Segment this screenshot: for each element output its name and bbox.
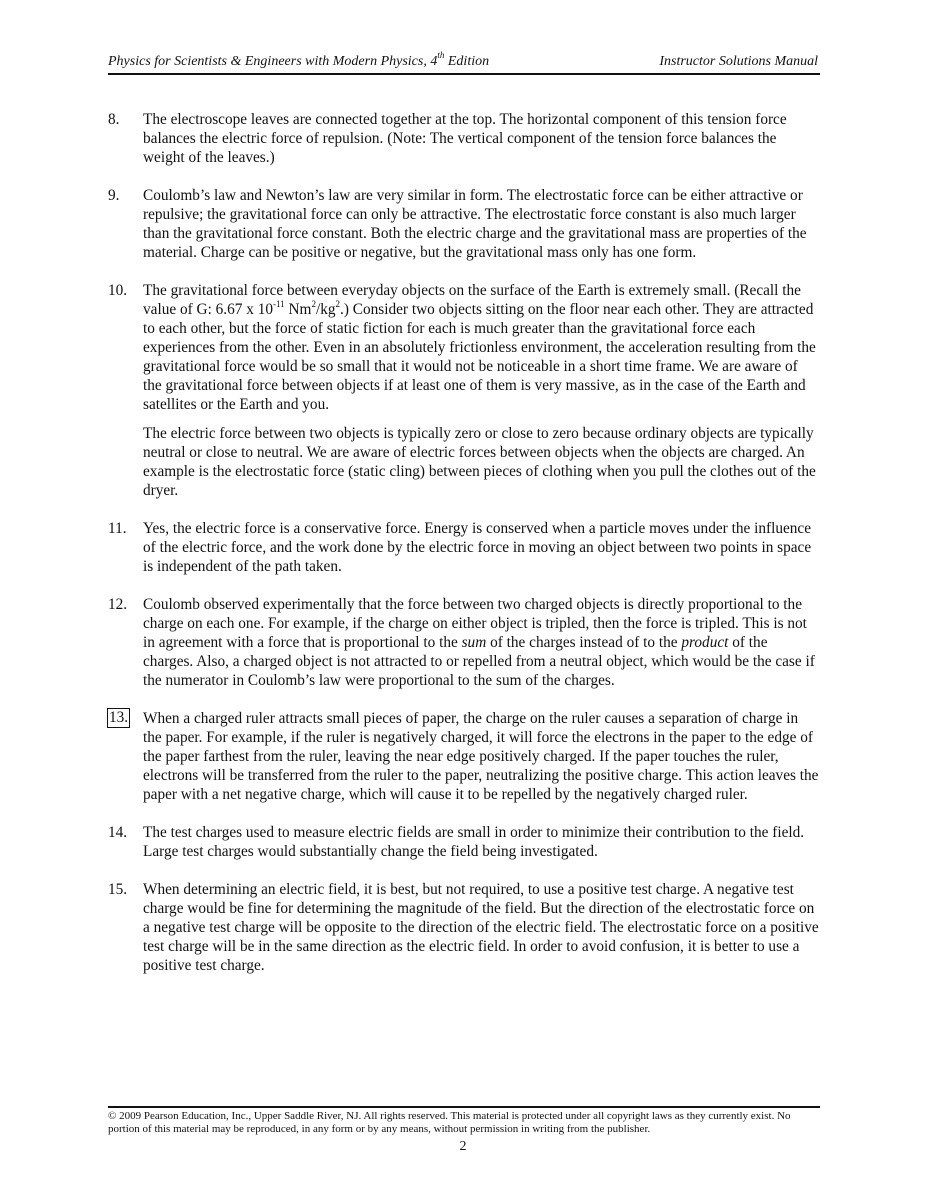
text-run: Coulomb observed experimentally that the force between two charged objects is directly proportional to the charge on each one. For example, if the charge on either object is tripled, then the force is tripled. This is not in agreement with a force that is proportional to the: [143, 596, 807, 651]
exponent: 2: [311, 298, 316, 309]
manual-title: Instructor Solutions Manual: [659, 54, 818, 69]
answer-item-11: [108, 519, 820, 576]
text-run: The gravitational force between everyday objects on the surface of the Earth is extremely small. (Recall the value of G: 6.67 x 10: [143, 282, 801, 318]
book-title: [108, 50, 490, 70]
item-text: Coulomb’s law and Newton’s law are very similar in form. The electrostatic force can be either attractive or repulsive; the gravitational force can only be attractive. The electrostatic force constant is also much larger than the gravitational force constant. Both the electric charge and the gravitational mass are properties of the material. Charge can be positive or negative, but the gravitational mass only has one form.: [143, 187, 807, 261]
exponent: 2: [335, 298, 341, 309]
item-number: 10.: [108, 282, 128, 299]
item-text: The electroscope leaves are connected together at the top. The horizontal component of this tension force balances the electric force of repulsion. (Note: The vertical component of the tension force balances the weight of the leaves.): [143, 111, 787, 166]
boxed-item-number: 13.: [109, 709, 129, 726]
item-number: 15.: [108, 881, 128, 898]
emphasis-product: product: [681, 634, 729, 651]
item-text: When a charged ruler attracts small pieces of paper, the charge on the ruler causes a separation of charge in the paper. For example, if the ruler is negatively charged, it will force the electrons in the paper to the edge of the paper farthest from the ruler, leaving the near edge positively charged. If the paper touches the ruler, electrons will be transferred from the ruler to the paper, neutralizing the positive charge. This action leaves the paper with a net negative charge, which will cause it to be repelled by the negatively charged ruler.: [143, 710, 819, 803]
page-number: 2: [459, 1139, 467, 1154]
item-text: Yes, the electric force is a conservative force. Energy is conserved when a particle moves under the influence of the electric force, and the work done by the electric force in moving an object between two points in space is independent of the path taken.: [143, 520, 812, 575]
answer-item-14: [108, 823, 820, 861]
item-number: 11.: [108, 520, 127, 537]
item-text: [143, 281, 820, 414]
item-number: 14.: [108, 824, 128, 841]
edition-superscript: th: [437, 50, 445, 61]
item-number: 12.: [108, 596, 128, 613]
answer-item-8: [108, 110, 820, 167]
item-number: 8.: [108, 111, 120, 128]
text-run: /kg: [315, 301, 336, 318]
header-rule: [108, 73, 820, 75]
answer-item-15: [108, 880, 820, 975]
text-run: of the charges. Also, a charged object is not attracted to or repelled from a neutral object, which would be the case if the numerator in Coulomb’s law were proportional to the sum of the charges.: [143, 634, 815, 689]
book-title-text: Physics for Scientists & Engineers with Modern Physics, 4: [108, 54, 438, 69]
item-text: When determining an electric field, it is best, but not required, to use a positive test charge. A negative test charge would be fine for determining the magnitude of the field. But the direction of the electrostatic force on a negative test charge will be opposite to the direction of the electric field. The electrostatic force on a positive test charge will be in the same direction as the electric field. In order to avoid confusion, it is better to use a positive test charge.: [143, 881, 819, 974]
item-text-continued: The electric force between two objects is typically zero or close to zero because ordinary objects are typically neutral or close to neutral. We are aware of electric forces between objects when the objects are charged. An example is the electrostatic force (static cling) between pieces of clothing when you pull the clothes out of the dryer.: [143, 425, 816, 499]
text-run: of the charges instead of to the: [486, 634, 682, 651]
answer-item-12: [108, 595, 820, 690]
text-run: Nm: [284, 301, 312, 318]
answer-list: [108, 110, 820, 994]
answer-item-13: [108, 709, 820, 804]
item-text: The test charges used to measure electric fields are small in order to minimize their contribution to the field. Large test charges would substantially change the field being investigated.: [143, 824, 805, 860]
exponent: -11: [273, 298, 285, 309]
running-header: [108, 50, 818, 74]
answer-item-10: [108, 281, 820, 500]
emphasis-sum: sum: [461, 634, 487, 651]
answer-item-9: [108, 186, 820, 262]
text-run: .) Consider two objects sitting on the floor near each other. They are attracted to each other, but the force of static fiction for each is much greater than the gravitational force each experiences from the other. Even in an absolutely frictionless environment, the acceleration resulting from the gravitational force would be so small that it would not be noticeable in a short time frame. We are aware of the gravitational force between objects if at least one of them is very massive, as in the case of the Earth and satellites or the Earth and you.: [143, 301, 816, 413]
item-text: [143, 595, 820, 690]
item-number: 9.: [108, 187, 120, 204]
copyright-notice: © 2009 Pearson Education, Inc., Upper Saddle River, NJ. All rights reserved. This material is protected under all copyright laws as they currently exist. No portion of this material may be reproduced, in any form or by any means, without permission in writing from the publisher.: [108, 1110, 791, 1135]
footer-rule: [108, 1106, 820, 1108]
book-title-suffix: Edition: [444, 54, 490, 69]
